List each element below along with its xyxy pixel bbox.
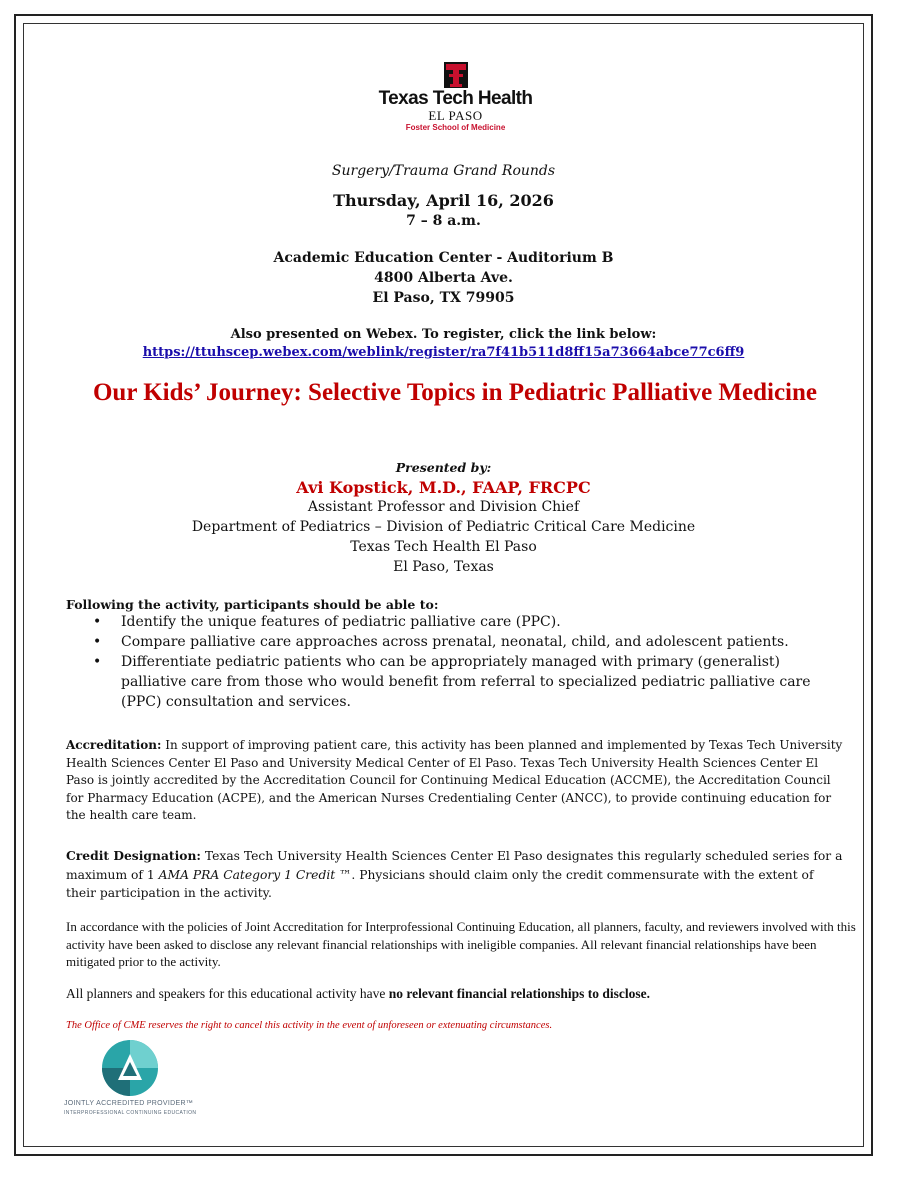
disclosure-paragraph: In accordance with the policies of Joint Accreditation for Interprofessional Continuing Education, all planners, faculty, and reviewers involved with this activity have been asked to disclose any relevant financial relationships with ineligible companies. All relevant financial relationships have been mitigated prior to the activity. bbox=[66, 919, 856, 969]
credit-designation-paragraph bbox=[66, 847, 846, 903]
objective-text: Compare palliative care approaches across prenatal, neonatal, child, and adolescent patients. bbox=[121, 634, 789, 650]
talk-title: Our Kids’ Journey: Selective Topics in Pediatric Palliative Medicine bbox=[92, 379, 817, 406]
credit-label: Credit Designation: bbox=[66, 848, 201, 863]
venue-city: El Paso, TX 79905 bbox=[372, 290, 515, 306]
webex-register-link[interactable]: https://ttuhscep.webex.com/weblink/register/ra7f41b511d8ff15a73664abce77c6ff9 bbox=[142, 345, 745, 360]
credit-name: AMA PRA Category 1 Credit ™ bbox=[158, 867, 352, 882]
credit-text-before: Texas Tech University Health Sciences Center El Paso designates this regularly scheduled series for a maximum of 1 bbox=[66, 849, 843, 882]
no-relationships-statement bbox=[66, 985, 856, 1003]
jac-line2: INTERPROFESSIONAL CONTINUING EDUCATION bbox=[64, 1110, 197, 1116]
joint-accreditation-badge bbox=[64, 1036, 204, 1120]
accreditation-text: In support of improving patient care, this activity has been planned and implemented by Texas Tech University Health Sciences Center El Paso and University Medical Center of El Paso. Texas Tech University Health Sciences Center El Paso is jointly accredited by the Accreditation Council for Continuing Medical Education (ACCME), the Accreditation Council for Pharmacy Education (ACPE), and the American Nurses Credentialing Center (ANCC), to provide continuing education for the health care team. bbox=[66, 738, 843, 822]
jac-logo-icon bbox=[64, 1036, 204, 1098]
no-relationships-before: All planners and speakers for this educational activity have bbox=[66, 986, 389, 1001]
logo-city: EL PASO bbox=[428, 108, 483, 123]
objectives-lead: Following the activity, participants should be able to: bbox=[66, 597, 439, 612]
logo-school: Foster School of Medicine bbox=[405, 123, 506, 132]
no-relationships-bold: no relevant financial relationships to disclose. bbox=[388, 986, 651, 1001]
accreditation-label: Accreditation: bbox=[66, 738, 162, 752]
speaker-title: Assistant Professor and Division Chief bbox=[307, 499, 580, 515]
list-item bbox=[93, 652, 833, 712]
event-time: 7 – 8 a.m. bbox=[406, 213, 481, 229]
venue-name: Academic Education Center - Auditorium B bbox=[273, 250, 614, 266]
objective-text: Identify the unique features of pediatric palliative care (PPC). bbox=[121, 614, 561, 630]
objective-text: Differentiate pediatric patients who can be appropriately managed with primary (generalist) palliative care from those who would benefit from referral to specialized pediatric palliative care (PPC) consultation and services. bbox=[121, 654, 811, 710]
bullet-icon: • bbox=[93, 654, 102, 670]
bullet-icon: • bbox=[93, 614, 102, 630]
speaker-location: El Paso, Texas bbox=[393, 559, 494, 575]
webex-note: Also presented on Webex. To register, click the link below: bbox=[230, 327, 657, 342]
speaker-institution: Texas Tech Health El Paso bbox=[350, 539, 537, 555]
event-series: Surgery/Trauma Grand Rounds bbox=[331, 163, 556, 179]
bullet-icon: • bbox=[93, 634, 102, 650]
double-t-logo-icon bbox=[444, 62, 468, 88]
speaker-department: Department of Pediatrics – Division of Pediatric Critical Care Medicine bbox=[191, 519, 696, 535]
credit-text-after: . Physicians should claim only the credit commensurate with the extent of their participation in the activity. bbox=[66, 867, 814, 900]
presented-by-label: Presented by: bbox=[395, 460, 492, 475]
venue-street: 4800 Alberta Ave. bbox=[374, 270, 513, 286]
cancel-notice: The Office of CME reserves the right to cancel this activity in the event of unforeseen or extenuating circumstances. bbox=[66, 1020, 553, 1031]
list-item bbox=[93, 632, 833, 652]
objectives-list bbox=[93, 612, 833, 712]
logo-name: Texas Tech Health bbox=[378, 88, 533, 109]
jac-line1: JOINTLY ACCREDITED PROVIDER™ bbox=[64, 1100, 194, 1107]
event-date: Thursday, April 16, 2026 bbox=[333, 191, 554, 210]
texas-tech-logo bbox=[373, 62, 538, 146]
list-item bbox=[93, 612, 833, 632]
speaker-name: Avi Kopstick, M.D., FAAP, FRCPC bbox=[296, 478, 591, 497]
accreditation-paragraph bbox=[66, 737, 846, 825]
